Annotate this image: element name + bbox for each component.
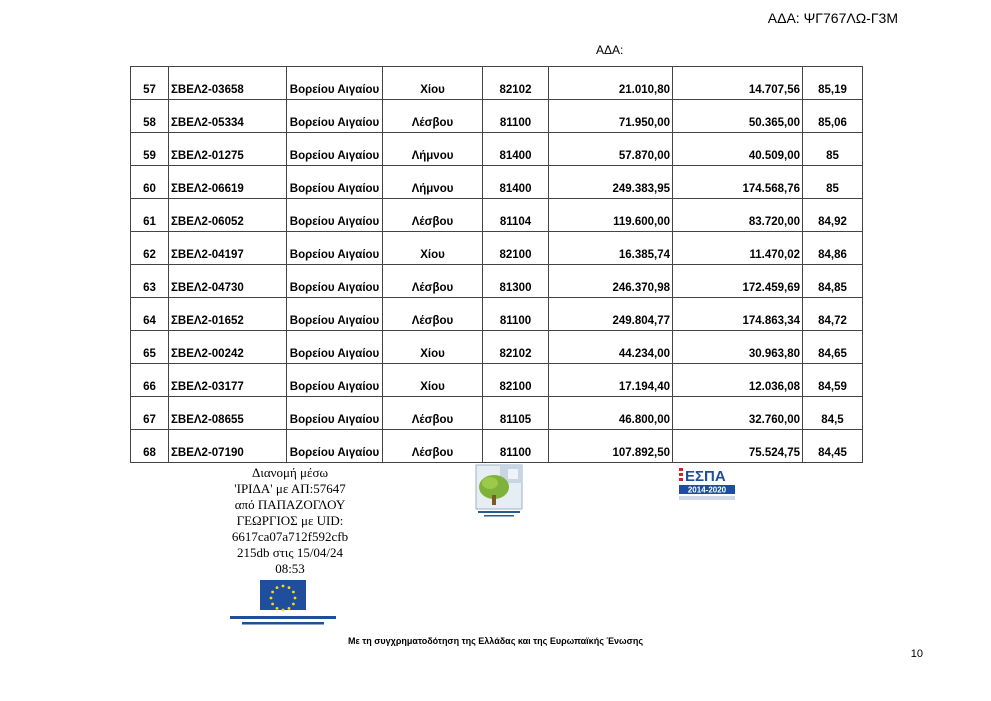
score-cell: 84,85 xyxy=(803,265,863,298)
distribution-line: 08:53 xyxy=(275,561,305,576)
application-code: ΣΒΕΛ2-04730 xyxy=(169,265,287,298)
postal-code-cell: 81400 xyxy=(483,166,549,199)
row-number: 57 xyxy=(131,67,169,100)
cofunding-note: Με τη συγχρηματοδότηση της Ελλάδας και της Ευρωπαϊκής Ένωσης xyxy=(347,636,643,646)
postal-code-cell: 81100 xyxy=(483,298,549,331)
postal-code-cell: 81100 xyxy=(483,100,549,133)
beneficiaries-table xyxy=(130,66,863,463)
subsidy-cell: 14.707,56 xyxy=(673,67,803,100)
row-number: 64 xyxy=(131,298,169,331)
budget-cell: 44.234,00 xyxy=(549,331,673,364)
island-cell: Λέσβου xyxy=(383,430,483,463)
budget-cell: 71.950,00 xyxy=(549,100,673,133)
table-row xyxy=(131,298,863,331)
application-code: ΣΒΕΛ2-05334 xyxy=(169,100,287,133)
budget-cell: 119.600,00 xyxy=(549,199,673,232)
subsidy-cell: 75.524,75 xyxy=(673,430,803,463)
row-number: 58 xyxy=(131,100,169,133)
subsidy-cell: 30.963,80 xyxy=(673,331,803,364)
budget-cell: 246.370,98 xyxy=(549,265,673,298)
application-code: ΣΒΕΛ2-06619 xyxy=(169,166,287,199)
application-code: ΣΒΕΛ2-08655 xyxy=(169,397,287,430)
score-cell: 84,86 xyxy=(803,232,863,265)
postal-code-cell: 81105 xyxy=(483,397,549,430)
table-body xyxy=(131,67,863,463)
ada-label: ΑΔΑ: xyxy=(596,43,624,57)
region-cell: Βορείου Αιγαίου xyxy=(287,430,383,463)
row-number: 59 xyxy=(131,133,169,166)
island-cell: Λέσβου xyxy=(383,298,483,331)
distribution-line: 'ΙΡΙΔΑ' με ΑΠ:57647 xyxy=(234,481,346,496)
table-row xyxy=(131,133,863,166)
region-cell: Βορείου Αιγαίου xyxy=(287,199,383,232)
row-number: 68 xyxy=(131,430,169,463)
table-row xyxy=(131,331,863,364)
budget-cell: 46.800,00 xyxy=(549,397,673,430)
application-code: ΣΒΕΛ2-06052 xyxy=(169,199,287,232)
eu-flag-logo xyxy=(228,580,338,628)
island-cell: Χίου xyxy=(383,331,483,364)
island-cell: Λέσβου xyxy=(383,100,483,133)
island-cell: Χίου xyxy=(383,232,483,265)
score-cell: 85,19 xyxy=(803,67,863,100)
table-row xyxy=(131,364,863,397)
row-number: 62 xyxy=(131,232,169,265)
row-number: 65 xyxy=(131,331,169,364)
postal-code-cell: 82100 xyxy=(483,364,549,397)
island-cell: Λέσβου xyxy=(383,397,483,430)
region-cell: Βορείου Αιγαίου xyxy=(287,67,383,100)
subsidy-cell: 12.036,08 xyxy=(673,364,803,397)
application-code: ΣΒΕΛ2-04197 xyxy=(169,232,287,265)
island-cell: Λέσβου xyxy=(383,199,483,232)
application-code: ΣΒΕΛ2-01652 xyxy=(169,298,287,331)
budget-cell: 21.010,80 xyxy=(549,67,673,100)
budget-cell: 107.892,50 xyxy=(549,430,673,463)
postal-code-cell: 82102 xyxy=(483,67,549,100)
subsidy-cell: 83.720,00 xyxy=(673,199,803,232)
postal-code-cell: 81400 xyxy=(483,133,549,166)
espa-text: ΕΣΠΑ xyxy=(685,468,726,485)
score-cell: 84,65 xyxy=(803,331,863,364)
island-cell: Χίου xyxy=(383,364,483,397)
ada-code: ΑΔΑ: ΨΓ767ΛΩ-Γ3Μ xyxy=(767,10,898,26)
score-cell: 84,72 xyxy=(803,298,863,331)
distribution-line: 215db στις 15/04/24 xyxy=(236,545,344,560)
budget-cell: 249.383,95 xyxy=(549,166,673,199)
region-cell: Βορείου Αιγαίου xyxy=(287,331,383,364)
score-cell: 85,06 xyxy=(803,100,863,133)
application-code: ΣΒΕΛ2-00242 xyxy=(169,331,287,364)
postal-code-cell: 81104 xyxy=(483,199,549,232)
island-cell: Λήμνου xyxy=(383,133,483,166)
distribution-line: ΓΕΩΡΓΙΟΣ με UID: xyxy=(236,513,344,528)
distribution-line: 6617ca07a712f592cfb xyxy=(231,529,349,544)
table-row xyxy=(131,100,863,133)
budget-cell: 249.804,77 xyxy=(549,298,673,331)
budget-cell: 17.194,40 xyxy=(549,364,673,397)
region-cell: Βορείου Αιγαίου xyxy=(287,100,383,133)
subsidy-cell: 32.760,00 xyxy=(673,397,803,430)
region-cell: Βορείου Αιγαίου xyxy=(287,397,383,430)
application-code: ΣΒΕΛ2-07190 xyxy=(169,430,287,463)
table-row xyxy=(131,232,863,265)
region-cell: Βορείου Αιγαίου xyxy=(287,232,383,265)
application-code: ΣΒΕΛ2-01275 xyxy=(169,133,287,166)
postal-code-cell: 82100 xyxy=(483,232,549,265)
region-cell: Βορείου Αιγαίου xyxy=(287,298,383,331)
espa-years: 2014-2020 xyxy=(687,485,727,495)
score-cell: 85 xyxy=(803,166,863,199)
application-code: ΣΒΕΛ2-03658 xyxy=(169,67,287,100)
score-cell: 85 xyxy=(803,133,863,166)
row-number: 61 xyxy=(131,199,169,232)
region-cell: Βορείου Αιγαίου xyxy=(287,133,383,166)
distribution-line: Διανομή μέσω xyxy=(251,465,329,480)
island-cell: Λέσβου xyxy=(383,265,483,298)
postal-code-cell: 81300 xyxy=(483,265,549,298)
score-cell: 84,5 xyxy=(803,397,863,430)
score-cell: 84,59 xyxy=(803,364,863,397)
row-number: 67 xyxy=(131,397,169,430)
score-cell: 84,45 xyxy=(803,430,863,463)
rural-development-tree-logo xyxy=(470,463,528,519)
island-cell: Λήμνου xyxy=(383,166,483,199)
row-number: 66 xyxy=(131,364,169,397)
table-row xyxy=(131,265,863,298)
postal-code-cell: 81100 xyxy=(483,430,549,463)
table-row xyxy=(131,397,863,430)
row-number: 63 xyxy=(131,265,169,298)
subsidy-cell: 11.470,02 xyxy=(673,232,803,265)
budget-cell: 57.870,00 xyxy=(549,133,673,166)
distribution-note xyxy=(215,465,365,577)
score-cell: 84,92 xyxy=(803,199,863,232)
subsidy-cell: 172.459,69 xyxy=(673,265,803,298)
row-number: 60 xyxy=(131,166,169,199)
table-row xyxy=(131,67,863,100)
page-number: 10 xyxy=(910,648,923,660)
espa-logo xyxy=(678,465,736,503)
distribution-line: από ΠΑΠΑΖΟΓΛΟΥ xyxy=(234,497,346,512)
subsidy-cell: 174.863,34 xyxy=(673,298,803,331)
table-row xyxy=(131,199,863,232)
region-cell: Βορείου Αιγαίου xyxy=(287,364,383,397)
application-code: ΣΒΕΛ2-03177 xyxy=(169,364,287,397)
budget-cell: 16.385,74 xyxy=(549,232,673,265)
table-row xyxy=(131,166,863,199)
postal-code-cell: 82102 xyxy=(483,331,549,364)
subsidy-cell: 50.365,00 xyxy=(673,100,803,133)
region-cell: Βορείου Αιγαίου xyxy=(287,166,383,199)
subsidy-cell: 174.568,76 xyxy=(673,166,803,199)
subsidy-cell: 40.509,00 xyxy=(673,133,803,166)
table-row xyxy=(131,430,863,463)
island-cell: Χίου xyxy=(383,67,483,100)
region-cell: Βορείου Αιγαίου xyxy=(287,265,383,298)
